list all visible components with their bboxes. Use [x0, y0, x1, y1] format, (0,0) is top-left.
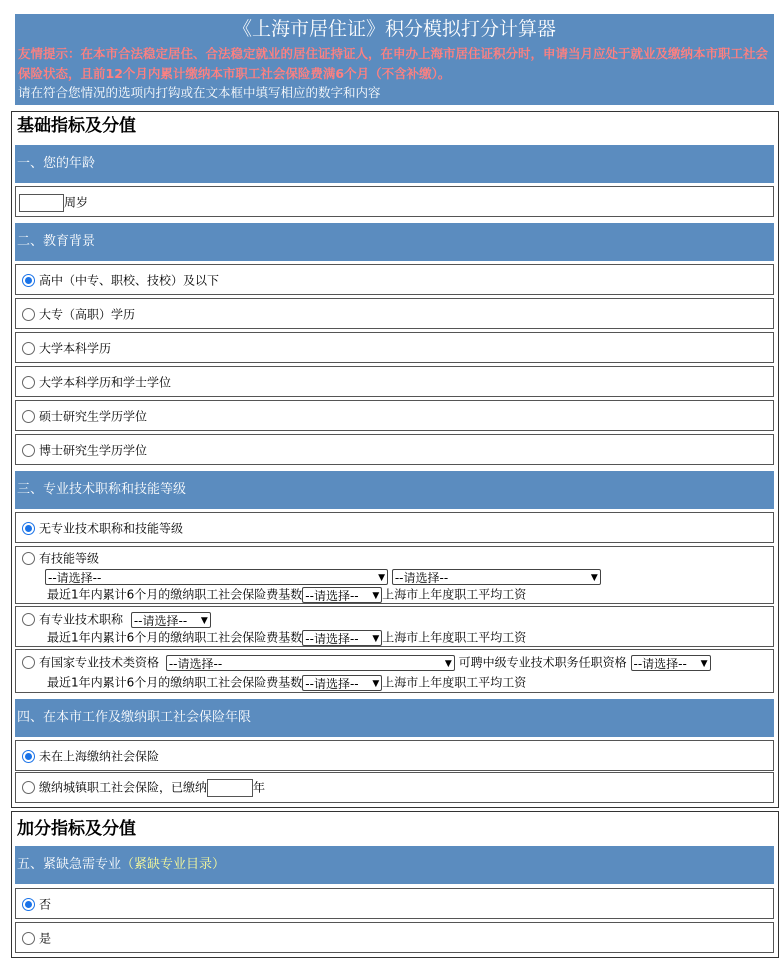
education-option-label: 大专（高职）学历: [39, 307, 136, 322]
title-none-label: 无专业技术职称和技能等级: [39, 521, 184, 536]
education-radio-highschool[interactable]: [22, 274, 35, 287]
section-shortage-label: 五、紧缺急需专业: [17, 857, 122, 872]
section-title-skill: 三、专业技术职称和技能等级: [15, 471, 774, 509]
shortage-catalog-link[interactable]: （紧缺专业目录）: [121, 857, 226, 872]
pro-title-select[interactable]: --请选择-- ▼: [131, 612, 211, 628]
pro-title-row: [15, 606, 774, 647]
mid-level-select[interactable]: --请选择-- ▼: [631, 655, 711, 671]
basic-indicators-title: 基础指标及分值: [17, 116, 136, 136]
social-none-radio[interactable]: [22, 750, 35, 763]
social-paid-label: 缴纳城镇职工社会保险，已缴纳: [39, 780, 208, 795]
education-option-label: 大学本科学历: [39, 341, 112, 356]
average-wage-label: 上海市上年度职工平均工资: [382, 675, 527, 690]
age-input[interactable]: [19, 194, 64, 212]
skill-level-radio[interactable]: [22, 552, 35, 565]
shortage-yes-label: 是: [39, 931, 52, 946]
age-unit-label: 周岁: [64, 195, 89, 210]
national-qualification-label: 有国家专业技术类资格: [39, 655, 160, 670]
social-none-label: 未在上海缴纳社会保险: [39, 749, 160, 764]
pro-title-radio[interactable]: [22, 613, 35, 626]
education-radio-master[interactable]: [22, 410, 35, 423]
social-paid-row: [15, 772, 774, 803]
national-qualification-select[interactable]: --请选择-- ▼: [166, 655, 455, 671]
skill-category-select[interactable]: --请选择-- ▼: [45, 569, 388, 585]
shortage-no-label: 否: [39, 897, 52, 912]
education-option-label: 硕士研究生学历学位: [39, 409, 148, 424]
education-option-label: 高中（中专、职校、技校）及以下: [39, 273, 220, 288]
section-social-insurance: 四、在本市工作及缴纳职工社会保险年限: [15, 699, 774, 737]
page-title: 《上海市居住证》积分模拟打分计算器: [232, 18, 556, 40]
pro-title-label: 有专业技术职称: [39, 612, 124, 627]
insurance-base-label: 最近1年内累计6个月的缴纳职工社会保险费基数: [47, 630, 303, 645]
shortage-yes-radio[interactable]: [22, 932, 35, 945]
national-qualification-row: [15, 649, 774, 693]
skill-level-select[interactable]: --请选择-- ▼: [392, 569, 601, 585]
social-paid-radio[interactable]: [22, 781, 35, 794]
education-radio-bachelor[interactable]: [22, 342, 35, 355]
section-shortage-major: [15, 846, 774, 884]
skill-level-row: [15, 546, 774, 604]
insurance-base-select-skill[interactable]: --请选择-- ▼: [302, 587, 382, 603]
average-wage-label: 上海市上年度职工平均工资: [382, 587, 527, 602]
insurance-base-select-pro[interactable]: --请选择-- ▼: [302, 630, 382, 646]
bonus-indicators-title: 加分指标及分值: [17, 819, 136, 839]
education-radio-doctor[interactable]: [22, 444, 35, 457]
education-option-label: 大学本科学历和学士学位: [39, 375, 172, 390]
skill-level-label: 有技能等级: [39, 551, 100, 566]
social-years-unit: 年: [253, 780, 266, 795]
instruction-text: 请在符合您情况的选项内打钩或在文本框中填写相应的数字和内容: [18, 85, 381, 100]
education-option-row[interactable]: [15, 298, 774, 329]
average-wage-label: 上海市上年度职工平均工资: [382, 630, 527, 645]
social-none-row[interactable]: [15, 740, 774, 771]
education-option-row[interactable]: [15, 400, 774, 431]
social-years-input[interactable]: [207, 779, 253, 797]
insurance-base-label: 最近1年内累计6个月的缴纳职工社会保险费基数: [47, 587, 303, 602]
shortage-no-radio[interactable]: [22, 898, 35, 911]
mid-level-label: 可聘中级专业技术职务任职资格: [458, 655, 627, 670]
insurance-base-select-national[interactable]: --请选择-- ▼: [302, 675, 382, 691]
insurance-base-label: 最近1年内累计6个月的缴纳职工社会保险费基数: [47, 675, 303, 690]
education-option-row[interactable]: [15, 332, 774, 363]
calculator-header: [15, 14, 774, 105]
age-row: [15, 186, 774, 217]
national-qualification-radio[interactable]: [22, 656, 35, 669]
education-radio-college[interactable]: [22, 308, 35, 321]
shortage-yes-row[interactable]: [15, 922, 774, 953]
education-radio-bachelor-degree[interactable]: [22, 376, 35, 389]
education-option-label: 博士研究生学历学位: [39, 443, 148, 458]
title-none-radio[interactable]: [22, 522, 35, 535]
education-option-row[interactable]: [15, 434, 774, 465]
warning-text: 友情提示：在本市合法稳定居住、合法稳定就业的居住证持证人，在申办上海市居住证积分时，申请当月应处于就业及缴纳本市职工社会保险状态，且前12个月内累计缴纳本市职工社会保险费满6个月（不含补缴）。: [18, 46, 769, 81]
section-age: 一、您的年龄: [15, 145, 774, 183]
title-none-row[interactable]: [15, 512, 774, 543]
education-option-row[interactable]: [15, 264, 774, 295]
shortage-no-row[interactable]: [15, 888, 774, 919]
section-education: 二、教育背景: [15, 223, 774, 261]
education-option-row[interactable]: [15, 366, 774, 397]
